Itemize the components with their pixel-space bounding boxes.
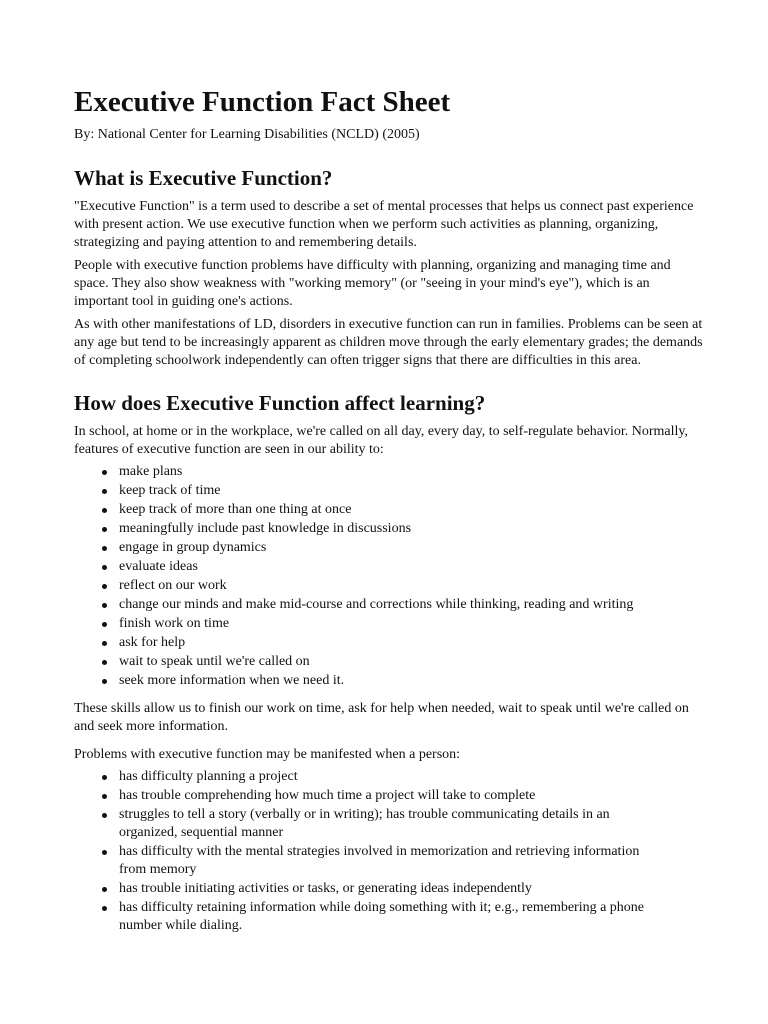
list-item: seek more information when we need it. (119, 672, 704, 690)
list-item: has difficulty with the mental strategies involved in memorization and retrieving information from memory (119, 843, 664, 879)
list-item: keep track of time (119, 482, 704, 500)
list-item: evaluate ideas (119, 558, 704, 576)
list-item: meaningfully include past knowledge in discussions (119, 520, 704, 538)
paragraph: In school, at home or in the workplace, we're called on all day, every day, to self-regulate behavior. Normally, features of executive function are seen in our ability to: (74, 424, 689, 457)
byline: By: National Center for Learning Disabilities (NCLD) (2005) (74, 127, 420, 142)
list-item: has trouble initiating activities or tasks, or generating ideas independently (119, 880, 664, 898)
list-item: has difficulty planning a project (119, 768, 664, 786)
page-title: Executive Function Fact Sheet (74, 86, 451, 118)
paragraph: These skills allow us to finish our work on time, ask for help when needed, wait to speak until we're called on and seek more information. (74, 701, 689, 734)
problems-list (74, 768, 704, 935)
list-item: engage in group dynamics (119, 539, 704, 557)
paragraph: As with other manifestations of LD, disorders in executive function can run in families. Problems can be seen at any age but tend to be increasingly apparent as children move through the early elementary grades; the demands of completing schoolwork independently can often trigger signs that there are difficulties in this area. (74, 317, 703, 368)
list-item: keep track of more than one thing at once (119, 501, 704, 519)
list-item: make plans (119, 463, 704, 481)
document-page (74, 84, 704, 936)
paragraph: People with executive function problems have difficulty with planning, organizing and managing time and space. They also show weakness with "working memory" (or "seeing in your mind's eye"), which is an important tool in guiding one's actions. (74, 258, 671, 309)
section-heading-what-is: What is Executive Function? (74, 166, 333, 190)
list-item: ask for help (119, 634, 704, 652)
list-item: has trouble comprehending how much time a project will take to complete (119, 787, 664, 805)
list-item: has difficulty retaining information while doing something with it; e.g., remembering a phone number while dialing. (119, 899, 664, 935)
abilities-list (74, 463, 704, 690)
list-item: reflect on our work (119, 577, 704, 595)
list-item: finish work on time (119, 615, 704, 633)
paragraph: "Executive Function" is a term used to describe a set of mental processes that helps us connect past experience with present action. We use executive function when we perform such activities as planning, organizing, strategizing and paying attention to and remembering details. (74, 199, 694, 250)
list-item: struggles to tell a story (verbally or in writing); has trouble communicating details in an organized, sequential manner (119, 806, 664, 842)
section-heading-how-affects: How does Executive Function affect learning? (74, 391, 486, 415)
paragraph: Problems with executive function may be manifested when a person: (74, 747, 461, 762)
list-item: change our minds and make mid-course and corrections while thinking, reading and writing (119, 596, 704, 614)
list-item: wait to speak until we're called on (119, 653, 704, 671)
